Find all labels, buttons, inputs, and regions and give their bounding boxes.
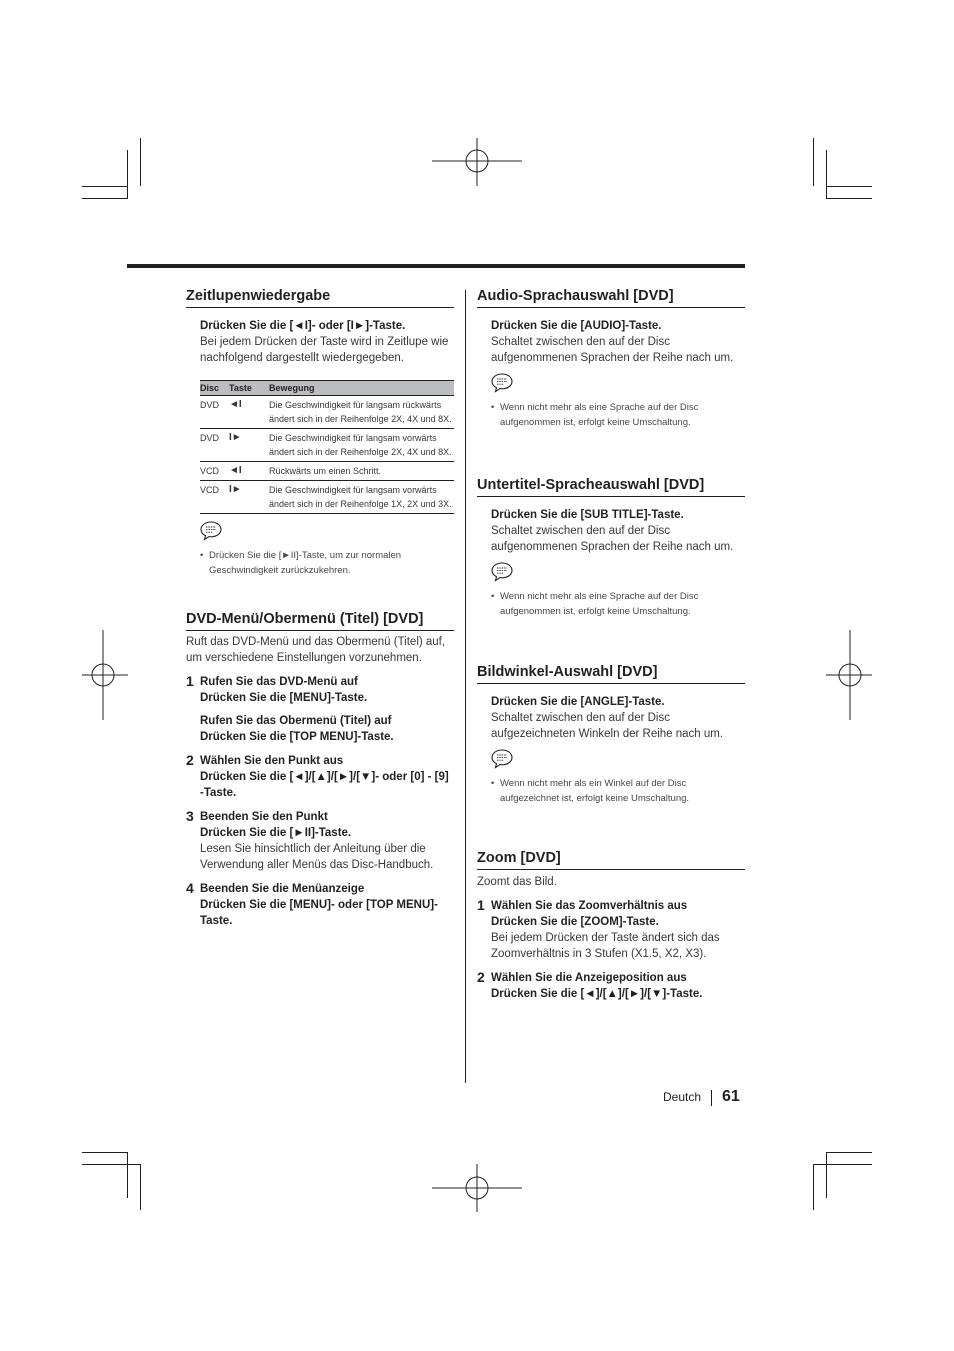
page-footer xyxy=(663,1088,740,1106)
instruction: Drücken Sie die [►II]-Taste. xyxy=(200,827,352,839)
footer-language: Deutch xyxy=(663,1090,702,1104)
registration-mark-right xyxy=(826,630,872,720)
section-subtitle xyxy=(477,477,745,619)
description: Schaltet zwischen den auf der Disc aufgenommenen Sprachen der Reihe nach um. xyxy=(491,336,734,364)
description: Lesen Sie hinsichtlich der Anleitung über die Verwendung aller Menüs das Disc-Handbuch. xyxy=(200,843,434,871)
step-1 xyxy=(186,674,454,745)
instruction: Drücken Sie die [MENU]- oder [TOP MENU]-Taste. xyxy=(200,899,438,927)
step-title: Wählen Sie den Punkt aus xyxy=(200,755,344,767)
step-number: 1 xyxy=(186,673,194,689)
step-number: 3 xyxy=(186,808,194,824)
step-title: Beenden Sie die Menüanzeige xyxy=(200,883,365,895)
cell-disc: DVD xyxy=(200,396,229,429)
cell-move: Rückwärts um einen Schritt. xyxy=(269,462,454,481)
section-audio xyxy=(477,288,745,430)
note xyxy=(200,548,454,578)
cell-key: ◄I xyxy=(229,462,269,481)
crop-mark xyxy=(82,1152,128,1153)
cell-disc: DVD xyxy=(200,429,229,462)
cell-disc: VCD xyxy=(200,481,229,514)
footer-separator xyxy=(711,1090,712,1106)
note-text: Wenn nicht mehr als eine Sprache auf der Disc aufgenommen ist, erfolgt keine Umschaltung. xyxy=(500,402,699,428)
step-2 xyxy=(186,753,454,801)
description: Bei jedem Drücken der Taste ändert sich das Zoomverhältnis in 3 Stufen (X1.5, X2, X3). xyxy=(491,932,720,960)
cell-disc: VCD xyxy=(200,462,229,481)
crop-mark xyxy=(82,198,128,199)
crop-mark xyxy=(826,198,872,199)
table-row xyxy=(200,462,454,481)
cell-key: ◄I xyxy=(229,396,269,429)
cell-key: I► xyxy=(229,481,269,514)
registration-mark-top xyxy=(432,138,522,186)
table-row xyxy=(200,396,454,429)
bullet: • xyxy=(200,550,204,561)
description: Ruft das DVD-Menü und das Obermenü (Titel) auf, um verschiedene Einstellungen vorzunehmen. xyxy=(186,636,446,664)
step-3 xyxy=(186,809,454,873)
bullet: • xyxy=(491,778,495,789)
crop-mark xyxy=(140,1164,141,1210)
note-text: Wenn nicht mehr als eine Sprache auf der Disc aufgenommen ist, erfolgt keine Umschaltung. xyxy=(500,591,699,617)
cell-move: Die Geschwindigkeit für langsam vorwärts ändert sich in der Reihenfolge 2X, 4X und 8X. xyxy=(269,429,454,462)
instruction: Drücken Sie die [ANGLE]-Taste. xyxy=(491,696,665,708)
step-2 xyxy=(477,970,745,1002)
memo-icon xyxy=(491,562,513,582)
slow-motion-table xyxy=(200,380,454,514)
crop-mark xyxy=(826,150,827,198)
instruction: Drücken Sie die [◄]/[▲]/[►]/[▼]- oder [0] - [9] -Taste. xyxy=(200,771,449,799)
description: Bei jedem Drücken der Taste wird in Zeitlupe wie nachfolgend dargestellt wiedergegeben. xyxy=(200,336,449,364)
section-title: Untertitel-Spracheauswahl [DVD] xyxy=(477,477,745,497)
step-title: Wählen Sie die Anzeigeposition aus xyxy=(491,972,687,984)
step-4 xyxy=(186,881,454,929)
column-header: Bewegung xyxy=(269,381,454,396)
cell-move: Die Geschwindigkeit für langsam rückwärts ändert sich in der Reihenfolge 2X, 4X und 8X. xyxy=(269,396,454,429)
registration-mark-left xyxy=(82,630,128,720)
page-number: 61 xyxy=(722,1088,740,1105)
crop-mark xyxy=(813,1164,814,1210)
crop-mark xyxy=(826,186,872,187)
section-dvd-menu xyxy=(186,611,454,929)
step-number: 1 xyxy=(477,897,485,913)
header-rule xyxy=(127,264,745,268)
table-row xyxy=(200,481,454,514)
table-row xyxy=(200,429,454,462)
bullet: • xyxy=(491,591,495,602)
cell-move: Die Geschwindigkeit für langsam vorwärts ändert sich in der Reihenfolge 1X, 2X und 3X. xyxy=(269,481,454,514)
step-1 xyxy=(477,898,745,962)
description: Schaltet zwischen den auf der Disc aufgezeichneten Winkeln der Reihe nach um. xyxy=(491,712,724,740)
crop-mark xyxy=(826,1152,827,1198)
section-title: DVD-Menü/Obermenü (Titel) [DVD] xyxy=(186,611,454,631)
note-text: Wenn nicht mehr als ein Winkel auf der Disc aufgezeichnet ist, erfolgt keine Umschaltung. xyxy=(500,778,690,804)
crop-mark xyxy=(127,150,128,198)
instruction: Drücken Sie die [SUB TITLE]-Taste. xyxy=(491,509,684,521)
instruction: Drücken Sie die [◄]/[▲]/[►]/[▼]-Taste. xyxy=(491,988,703,1000)
section-title: Audio-Sprachauswahl [DVD] xyxy=(477,288,745,308)
step-title: Rufen Sie das DVD-Menü auf xyxy=(200,676,358,688)
instruction: Drücken Sie die [ZOOM]-Taste. xyxy=(491,916,659,928)
cell-key: I► xyxy=(229,429,269,462)
crop-mark xyxy=(826,1152,872,1153)
instruction: Drücken Sie die [TOP MENU]-Taste. xyxy=(200,731,394,743)
instruction: Drücken Sie die [AUDIO]-Taste. xyxy=(491,320,662,332)
description: Schaltet zwischen den auf der Disc aufgenommenen Sprachen der Reihe nach um. xyxy=(491,525,734,553)
step-title: Beenden Sie den Punkt xyxy=(200,811,328,823)
column-header: Disc xyxy=(200,381,229,396)
crop-mark xyxy=(82,186,128,187)
section-angle xyxy=(477,664,745,806)
memo-icon xyxy=(200,521,222,541)
step-title: Wählen Sie das Zoomverhältnis aus xyxy=(491,900,688,912)
section-slow-motion xyxy=(186,288,454,578)
note-text: Drücken Sie die [►II]-Taste, um zur normalen Geschwindigkeit zurückzukehren. xyxy=(209,550,402,576)
crop-mark xyxy=(813,1164,872,1165)
instruction: Drücken Sie die [◄I]- oder [I►]-Taste. xyxy=(200,320,406,332)
step-number: 2 xyxy=(477,969,485,985)
crop-mark xyxy=(140,138,141,186)
bullet: • xyxy=(491,402,495,413)
note xyxy=(491,589,745,619)
description: Zoomt das Bild. xyxy=(477,876,557,888)
registration-mark-bottom xyxy=(432,1164,522,1212)
memo-icon xyxy=(491,749,513,769)
crop-mark xyxy=(127,1152,128,1198)
instruction: Drücken Sie die [MENU]-Taste. xyxy=(200,692,368,704)
table-header xyxy=(200,381,454,396)
note xyxy=(491,400,745,430)
memo-icon xyxy=(491,373,513,393)
crop-mark xyxy=(82,1164,140,1165)
section-title: Zeitlupenwiedergabe xyxy=(186,288,454,308)
step-number: 2 xyxy=(186,752,194,768)
column-divider xyxy=(465,290,466,1083)
column-header: Taste xyxy=(229,381,269,396)
section-title: Bildwinkel-Auswahl [DVD] xyxy=(477,664,745,684)
note xyxy=(491,776,745,806)
crop-mark xyxy=(813,138,814,186)
section-zoom xyxy=(477,850,745,1002)
step-number: 4 xyxy=(186,880,194,896)
section-title: Zoom [DVD] xyxy=(477,850,745,870)
step-title: Rufen Sie das Obermenü (Titel) auf xyxy=(200,715,392,727)
